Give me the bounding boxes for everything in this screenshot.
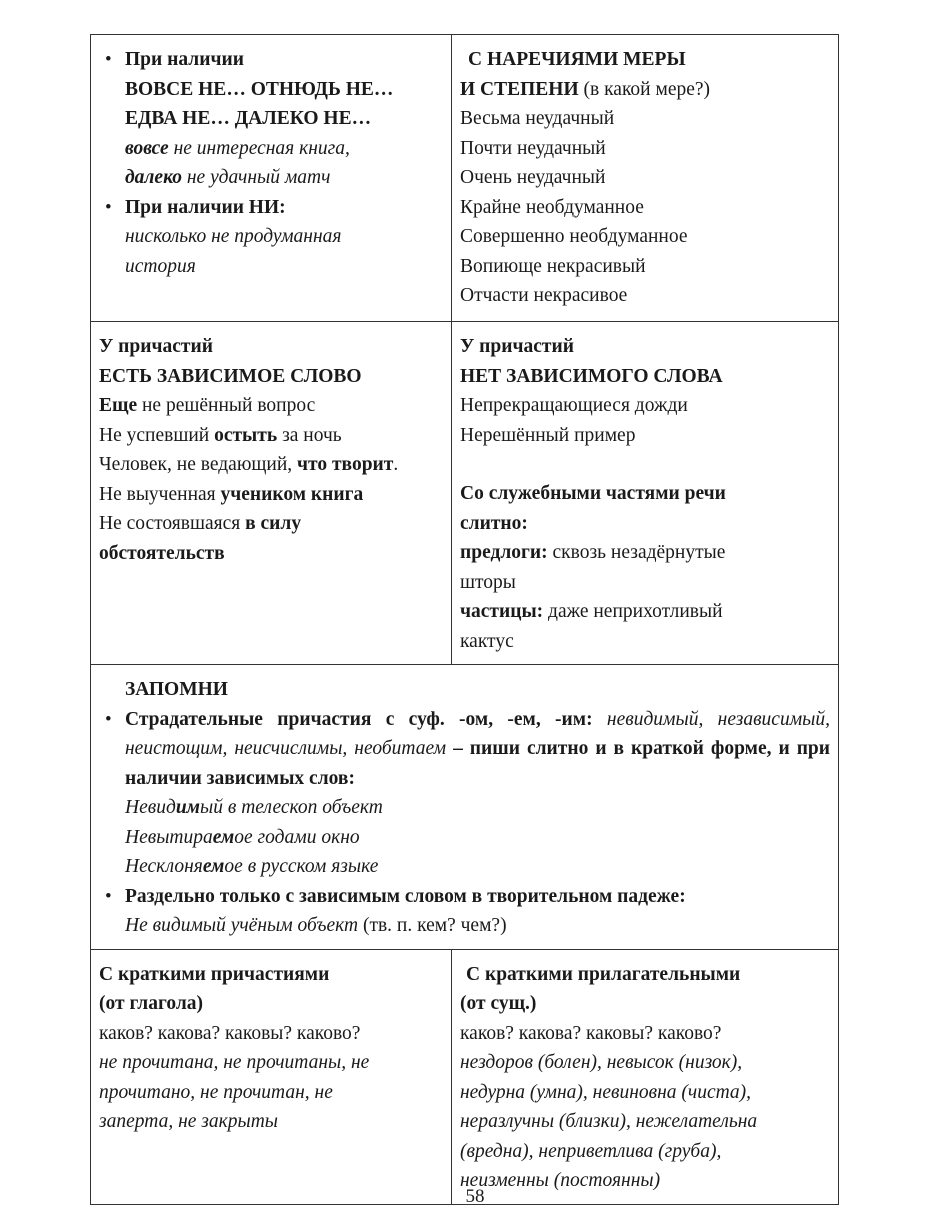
rule-heading: И СТЕПЕНИ (в какой мере?) xyxy=(460,78,711,100)
example-line: Отчасти некрасивое xyxy=(460,285,628,306)
example-line: неразлучны (близки), нежелательна xyxy=(460,1111,758,1132)
page xyxy=(90,34,836,1205)
example-line: Совершенно необдуманное xyxy=(460,226,688,247)
rule-heading: (от глагола) xyxy=(99,993,204,1014)
cell-adverbs-of-degree xyxy=(452,35,839,322)
table-row xyxy=(91,949,839,1204)
question-line: каков? какова? каковы? каково? xyxy=(99,1022,361,1044)
rule-heading: • При наличии xyxy=(125,49,244,70)
rule-heading: У причастий xyxy=(460,336,574,357)
rule-heading: С краткими прилагательными xyxy=(466,963,741,985)
example-line: вовсе не интересная книга, xyxy=(125,137,350,159)
rule-caps: НЕТ ЗАВИСИМОГО СЛОВА xyxy=(460,365,723,387)
example-line: история xyxy=(125,255,196,277)
rule-heading: Со служебными частями речи xyxy=(460,483,726,504)
rule-heading: С краткими причастиями xyxy=(99,963,330,985)
rules-table xyxy=(90,34,839,1205)
list-item: • Раздельно только с зависимым словом в творительном падеже: xyxy=(99,882,830,912)
example-line: Не успевший остыть за ночь xyxy=(99,424,342,446)
cell-separate-with-negation xyxy=(91,35,452,322)
rule-caps: ЕСТЬ ЗАВИСИМОЕ СЛОВО xyxy=(99,365,362,387)
bullet-list xyxy=(99,705,830,794)
rule-heading: У причастий xyxy=(99,336,213,357)
example-line: нисколько не продуманная xyxy=(125,226,342,247)
bullet-list xyxy=(99,45,443,281)
bullet-list xyxy=(99,882,830,912)
example-line: Невидимый в телескоп объект xyxy=(125,797,383,818)
question-line: каков? какова? каковы? каково? xyxy=(460,1022,722,1044)
example-line: Не состоявшаяся в силу xyxy=(99,513,302,534)
example-line: предлоги: сквозь незадёрнутые xyxy=(460,542,726,563)
example-line: обстоятельств xyxy=(99,542,225,564)
rule-heading: С НАРЕЧИЯМИ МЕРЫ xyxy=(468,49,686,70)
example-line: Еще не решённый вопрос xyxy=(99,395,316,416)
page-number: 58 xyxy=(465,1186,485,1207)
example-line: не прочитана, не прочитаны, не xyxy=(99,1052,370,1073)
example-line: Нерешённый пример xyxy=(460,424,636,446)
example-line: шторы xyxy=(460,571,516,593)
example-line: недурна (умна), невиновна (чиста), xyxy=(460,1081,752,1103)
table-row xyxy=(91,665,839,950)
cell-short-participles xyxy=(91,949,452,1204)
example-line: Несклоняемое в русском языке xyxy=(125,856,379,877)
example-line: Весьма неудачный xyxy=(460,108,615,129)
example-line: неизменны (постоянны) xyxy=(460,1170,661,1191)
rule-caps: ЕДВА НЕ… ДАЛЕКО НЕ… xyxy=(125,108,372,129)
example-line: Невытираемое годами окно xyxy=(125,826,360,848)
example-line: Крайне необдуманное xyxy=(460,196,644,218)
example-line: прочитано, не прочитан, не xyxy=(99,1081,333,1103)
cell-short-adjectives xyxy=(452,949,839,1204)
list-item xyxy=(99,193,443,282)
example-line: кактус xyxy=(460,630,514,652)
remember-title: ЗАПОМНИ xyxy=(125,679,228,700)
rule-heading: • При наличии НИ: xyxy=(125,196,286,218)
example-line: Не выученная учеником книга xyxy=(99,483,364,505)
example-line: Почти неудачный xyxy=(460,137,606,159)
list-item xyxy=(99,45,443,193)
spacer xyxy=(460,450,830,479)
example-line: частицы: даже неприхотливый xyxy=(460,601,723,622)
table-row xyxy=(91,35,839,322)
rule-heading: (от сущ.) xyxy=(460,993,537,1014)
example-line: Человек, не ведающий, что творит. xyxy=(99,454,399,475)
list-item: • Страдательные причастия с суф. -ом, -ем, -им: невидимый, независимый, неистощим, неисчислимы, необитаем – пиши слитно и в краткой форме, и при наличии зависимых слов: xyxy=(99,705,830,794)
rule-heading: слитно: xyxy=(460,512,528,534)
table-row xyxy=(91,322,839,665)
example-line: Не видимый учёным объект (тв. п. кем? чем?) xyxy=(125,915,507,936)
example-line: Вопиюще некрасивый xyxy=(460,255,646,277)
cell-participles-without-dependent xyxy=(452,322,839,665)
example-line: далеко не удачный матч xyxy=(125,167,331,188)
cell-remember xyxy=(91,665,839,950)
cell-participles-with-dependent xyxy=(91,322,452,665)
example-line: Очень неудачный xyxy=(460,167,606,188)
rule-caps: ВОВСЕ НЕ… ОТНЮДЬ НЕ… xyxy=(125,78,394,100)
example-line: нездоров (болен), невысок (низок), xyxy=(460,1052,743,1073)
example-line: Непрекращающиеся дожди xyxy=(460,395,688,416)
example-line: заперта, не закрыты xyxy=(99,1111,279,1132)
example-line: (вредна), неприветлива (груба), xyxy=(460,1140,722,1162)
